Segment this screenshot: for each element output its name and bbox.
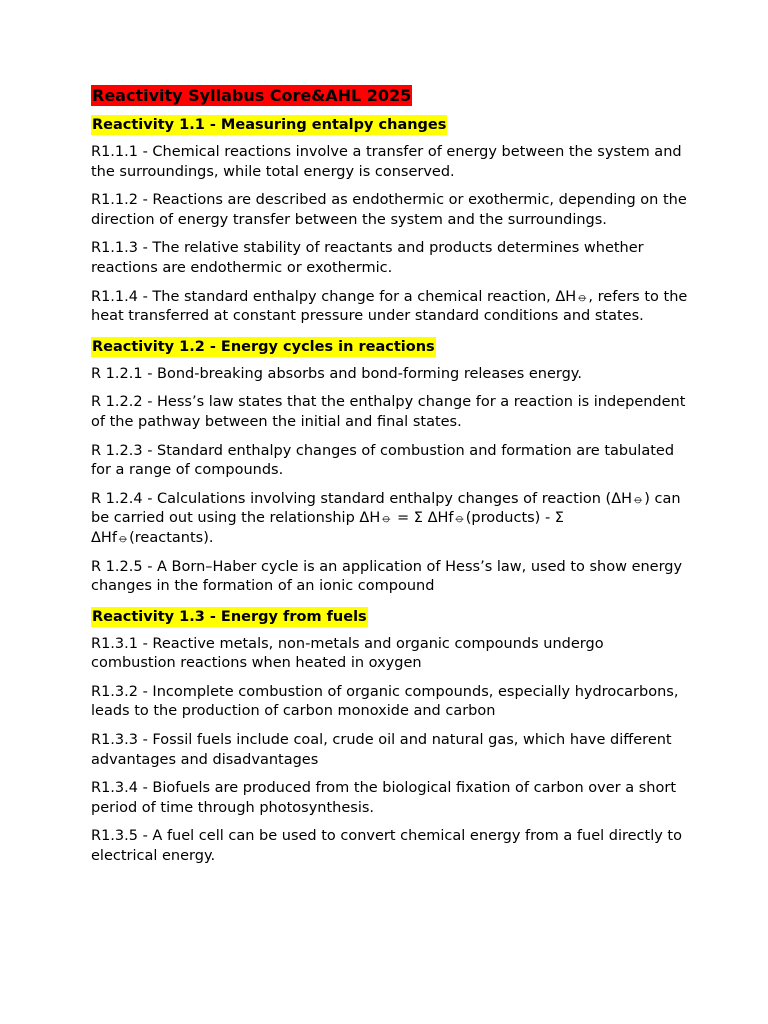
page-title: Reactivity Syllabus Core&AHL 2025 [92,86,412,105]
syllabus-item: R 1.2.2 - Hess’s law states that the enthalpy change for a reaction is independent of the pathway between the initial and final states. [91,394,686,430]
section-reactivity-1-1 [91,114,691,327]
title-row [91,85,691,114]
section-heading: Reactivity 1.2 - Energy cycles in reactions [92,338,435,355]
syllabus-item: R1.3.2 - Incomplete combustion of organic compounds, especially hydrocarbons, leads to the production of carbon monoxide and carbon [91,683,679,720]
section-reactivity-1-2 [91,336,691,597]
section-reactivity-1-3 [91,606,691,867]
syllabus-item: R 1.2.3 - Standard enthalpy changes of combustion and formation are tabulated for a range of compounds. [91,442,675,479]
syllabus-item: R1.1.4 - The standard enthalpy change for a chemical reaction, ΔH⦵, refers to the heat transferred at constant pressure under standard conditions and states. [91,288,688,325]
syllabus-item: R1.1.2 - Reactions are described as endothermic or exothermic, depending on the direction of energy transfer between the system and the surroundings. [91,192,687,228]
syllabus-item: R1.1.3 - The relative stability of reactants and products determines whether reactions are endothermic or exothermic. [91,240,644,276]
syllabus-item: R1.1.1 - Chemical reactions involve a transfer of energy between the system and the surroundings, while total energy is conserved. [91,144,682,180]
syllabus-item: R 1.2.4 - Calculations involving standard enthalpy changes of reaction (ΔH⦵) can be carried out using the relationship ΔH⦵ = Σ ΔHf⦵(products) - Σ ΔHf⦵(reactants). [91,490,681,546]
syllabus-item: R 1.2.5 - A Born–Haber cycle is an application of Hess’s law, used to show energy changes in the formation of an ionic compound [91,558,683,595]
document-page [91,85,691,876]
syllabus-item: R1.3.1 - Reactive metals, non-metals and organic compounds undergo combustion reactions when heated in oxygen [91,635,604,672]
section-heading: Reactivity 1.3 - Energy from fuels [92,608,367,625]
syllabus-item: R1.3.4 - Biofuels are produced from the biological fixation of carbon over a short period of time through photosynthesis. [91,780,677,816]
syllabus-item: R1.3.5 - A fuel cell can be used to convert chemical energy from a fuel directly to electrical energy. [91,828,682,865]
syllabus-item: R1.3.3 - Fossil fuels include coal, crude oil and natural gas, which have different advantages and disadvantages [91,732,672,768]
syllabus-item: R 1.2.1 - Bond-breaking absorbs and bond-forming releases energy. [91,365,582,382]
section-heading: Reactivity 1.1 - Measuring entalpy changes [92,117,447,133]
